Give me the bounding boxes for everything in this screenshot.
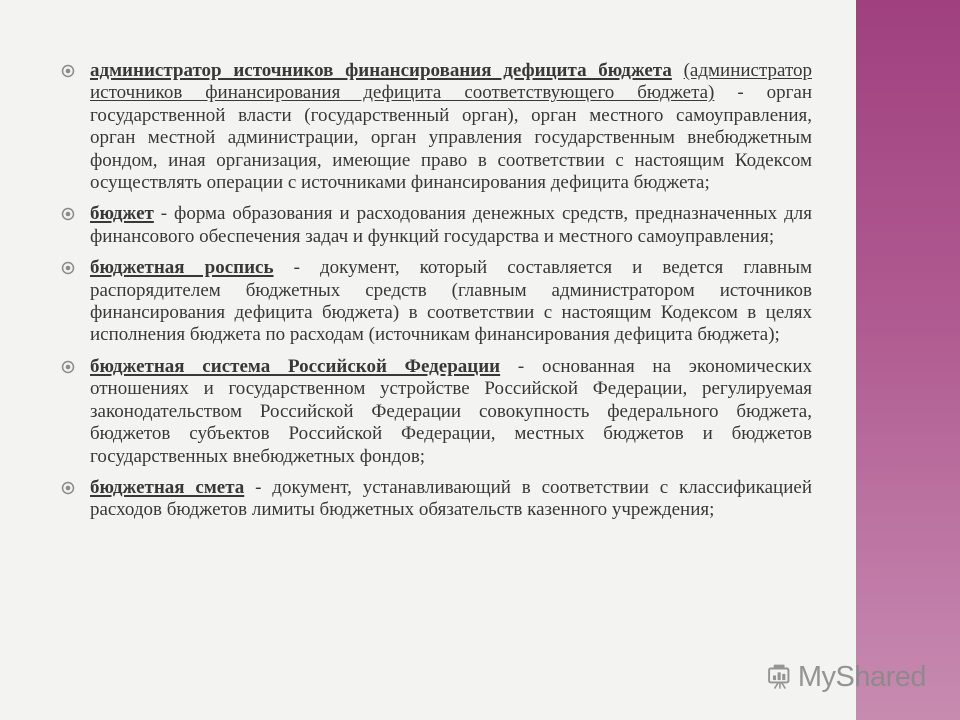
- bullet-icon: [61, 360, 75, 374]
- definition-underlined-text: (администратор источников финансирования дефицита соответствующего бюджета): [90, 60, 812, 104]
- definition-term: администратор источников финансирования дефицита бюджета: [90, 60, 672, 81]
- bullet-icon: [61, 261, 75, 275]
- definition-text: - основанная на экономических отношениях и государственном устройстве Российской Федерации, регулируемая законодательством Российской Федерации совокупность федерального бюджета, бюджетов субъектов Российской Федерации, местных бюджетов и бюджетов государственных внебюджетных фондов;: [90, 355, 812, 467]
- definition-text-body: - орган государственной власти (государственный орган), орган местного самоуправления, орган местной администрации, орган управления государственным внебюджетным фондом, иная организация, имеющие право в соответствии с настоящим Кодексом осуществлять операции с источниками финансирования дефицита бюджета;: [90, 82, 812, 194]
- definition-term: бюджетная роспись: [90, 257, 274, 279]
- definition-term: бюджетная смета: [90, 476, 245, 498]
- accent-side-band: [856, 0, 960, 720]
- definition-text: - форма образования и расходования денежных средств, предназначенных для финансового обеспечения задач и функций государства и местного самоуправления;: [90, 203, 812, 247]
- bullet-icon: [61, 207, 75, 221]
- list-item: [60, 60, 812, 194]
- list-item: [60, 257, 812, 347]
- list-item: [60, 477, 812, 522]
- bullet-icon: [61, 481, 75, 495]
- definition-term: бюджетная система Российской Федерации: [90, 355, 501, 377]
- definition-text: - документ, устанавливающий в соответствии с классификацией расходов бюджетов лимиты бюджетных обязательств казенного учреждения;: [90, 476, 812, 521]
- definition-text: - документ, который составляется и ведется главным распорядителем бюджетных средств (главным администратором источников финансирования дефицита бюджета) в соответствии с настоящим Кодексом в целях исполнения бюджета по расходам (источникам финансирования дефицита бюджета);: [90, 257, 812, 346]
- presentation-board-icon: [766, 659, 794, 695]
- list-item: [60, 203, 812, 248]
- watermark-logo: [766, 655, 926, 699]
- bullet-icon: [61, 64, 75, 78]
- definition-term: бюджет: [90, 203, 154, 225]
- definitions-list: [60, 60, 812, 531]
- watermark-label: MyShared: [797, 660, 926, 693]
- list-item: [60, 356, 812, 468]
